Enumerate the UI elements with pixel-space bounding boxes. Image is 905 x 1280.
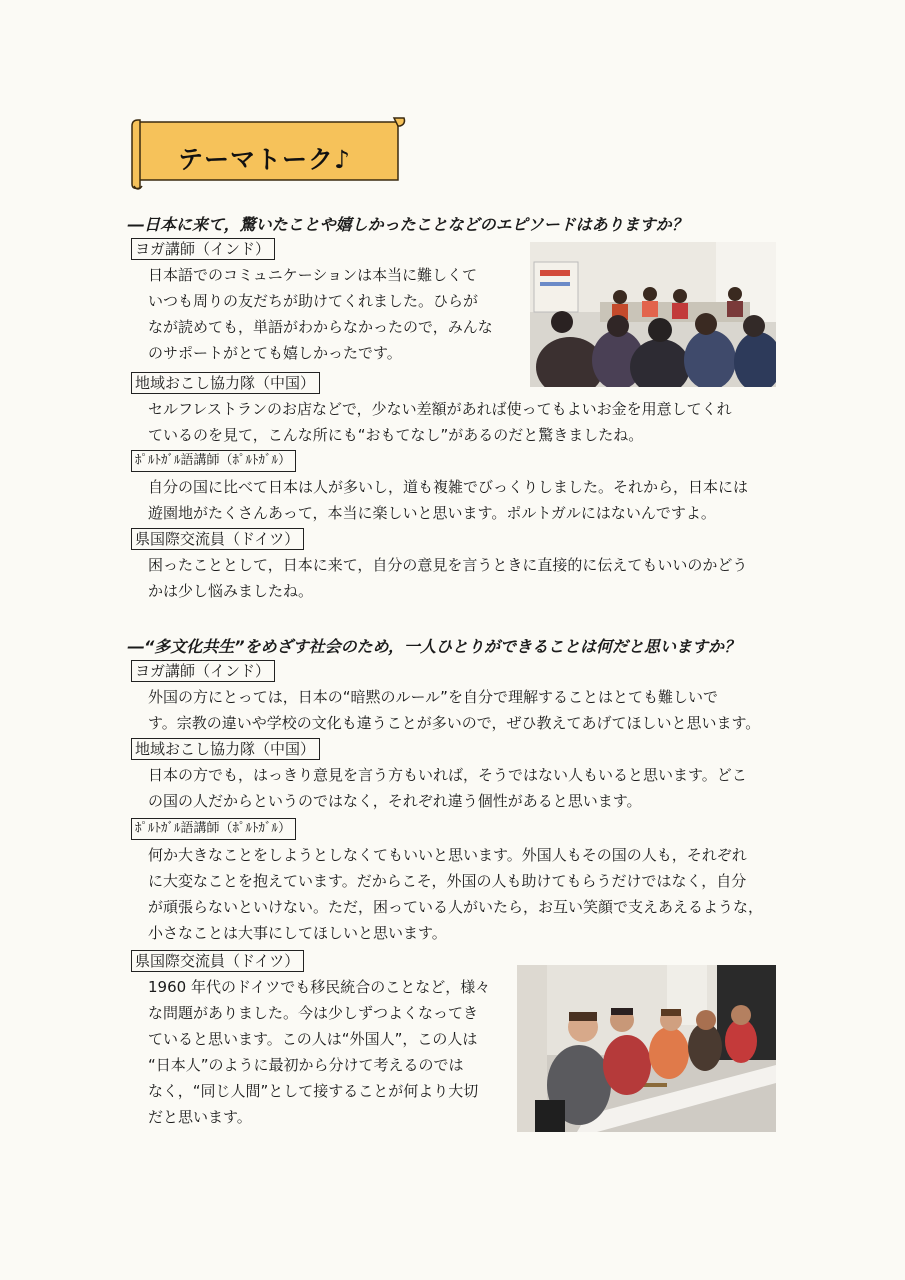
question-1: ―日本に来て，驚いたことや嬉しかったことなどのエピソードはありますか？ [128, 215, 688, 234]
answer-line: 小さなことは大事にしてほしいと思います。 [148, 924, 447, 942]
answer-text [148, 842, 763, 946]
title-banner [128, 114, 408, 194]
answer-line: 日本語でのコミュニケーションは本当に難しくて [148, 266, 478, 284]
answer-line: だと思います。 [148, 1108, 252, 1126]
page-title: テーマトーク♪ [178, 145, 351, 174]
answer-text [148, 762, 747, 814]
answer-line: 1960 年代のドイツでも移民統合のことなど，様々 [148, 978, 491, 996]
speaker-label: 県国際交流員（ドイツ） [131, 528, 304, 550]
answer-line: なが読めても，単語がわからなかったので，みんな [148, 318, 493, 336]
answer-line: “日本人”のように最初から分けて考えるのでは [148, 1056, 464, 1074]
answer-line: の国の人だからというのではなく，それぞれ違う個性があると思います。 [148, 792, 642, 810]
answer-line: なく，“同じ人間”として接することが何より大切 [148, 1082, 479, 1100]
answer-line: が頑張らないといけない。ただ，困っている人がいたら，お互い笑顔で支えあえるような， [148, 898, 764, 916]
answer-line: いつも周りの友だちが助けてくれました。ひらが [148, 292, 479, 310]
speaker-label: 県国際交流員（ドイツ） [131, 950, 304, 972]
answer-text [148, 684, 760, 736]
speaker-label: ﾎﾟﾙﾄｶﾞﾙ語講師（ﾎﾟﾙﾄｶﾞﾙ） [131, 818, 296, 840]
answer-line: 日本の方でも，はっきり意見を言う方もいれば，そうではない人もいると思います。どこ [148, 766, 747, 784]
answer-text [148, 474, 748, 526]
speaker-label: 地域おこし協力隊（中国） [131, 738, 320, 760]
answer-line: かは少し悩みましたね。 [148, 582, 314, 600]
panel-photo-speakers [517, 965, 776, 1132]
answer-line: 外国の方にとっては，日本の“暗黙のルール”を自分で理解することはとても難しいで [148, 688, 718, 706]
speaker-label: ヨガ講師（インド） [131, 238, 275, 260]
answer-line: ているのを見て，こんな所にも“おもてなし”があるのだと驚きましたね。 [148, 426, 644, 444]
answer-text [148, 552, 747, 604]
answer-line: な問題がありました。今は少しずつよくなってき [148, 1004, 479, 1022]
answer-line: のサポートがとても嬉しかったです。 [148, 344, 402, 362]
answer-text [148, 974, 490, 1130]
speaker-label: ヨガ講師（インド） [131, 660, 275, 682]
answer-text [148, 262, 493, 366]
answer-line: 自分の国に比べて日本は人が多いし，道も複雑でびっくりしました。それから，日本には [148, 478, 749, 496]
speaker-label: ﾎﾟﾙﾄｶﾞﾙ語講師（ﾎﾟﾙﾄｶﾞﾙ） [131, 450, 296, 472]
answer-line: ていると思います。この人は“外国人”，この人は [148, 1030, 478, 1048]
panel-photo-audience [530, 242, 776, 387]
answer-line: 何か大きなことをしようとしなくてもいいと思います。外国人もその国の人も，それぞれ [148, 846, 747, 864]
question-2: ―“多文化共生”をめざす社会のため，一人ひとりができることは何だと思いますか？ [128, 637, 740, 656]
answer-line: セルフレストランのお店などで，少ない差額があれば使ってもよいお金を用意してくれ [148, 400, 732, 418]
answer-line: 困ったこととして，日本に来て，自分の意見を言うときに直接的に伝えてもいいのかどう [148, 556, 748, 574]
answer-text [148, 396, 732, 448]
answer-line: に大変なことを抱えています。だからこそ，外国の人も助けてもらうだけではなく，自分 [148, 872, 747, 890]
answer-line: 遊園地がたくさんあって，本当に楽しいと思います。ポルトガルにはないんですよ。 [148, 504, 716, 522]
speaker-label: 地域おこし協力隊（中国） [131, 372, 320, 394]
answer-line: す。宗教の違いや学校の文化も違うことが多いので，ぜひ教えてあげてほしいと思います。 [148, 714, 761, 732]
